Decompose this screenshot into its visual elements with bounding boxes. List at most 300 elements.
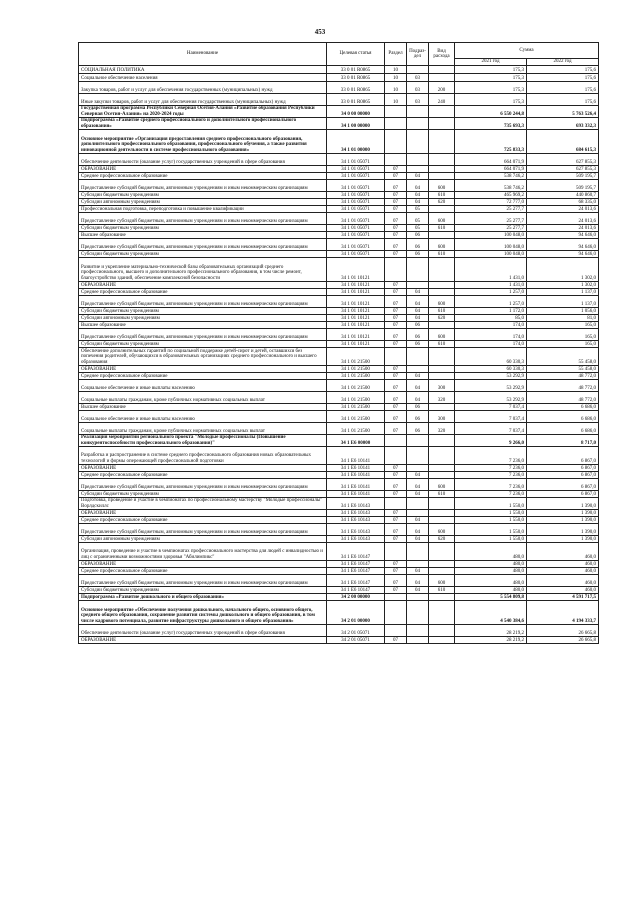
table-body bbox=[79, 66, 599, 644]
row-vid-raskhoda bbox=[429, 625, 455, 637]
row-name: Субсидии бюджетным учреждениям bbox=[79, 192, 327, 199]
row-razdel: 07 bbox=[385, 251, 407, 258]
row-sum-2022: 165,0 bbox=[527, 322, 599, 329]
page-number: 453 bbox=[314, 28, 326, 36]
row-razdel: 07 bbox=[385, 329, 407, 341]
table-row bbox=[79, 82, 599, 94]
row-razdel: 07 bbox=[385, 180, 407, 192]
row-razdel: 07 bbox=[385, 380, 407, 392]
row-razdel: 07 bbox=[385, 587, 407, 594]
row-razdel bbox=[385, 594, 407, 601]
row-sum-2021: 480,0 bbox=[455, 543, 527, 561]
row-podrazdel: 06 bbox=[407, 411, 429, 423]
table-row bbox=[79, 472, 599, 479]
row-sum-2022: 48 772,0 bbox=[527, 380, 599, 392]
table-row bbox=[79, 517, 599, 524]
row-razdel bbox=[385, 106, 407, 118]
table-row bbox=[79, 308, 599, 315]
row-sum-2022: 175,6 bbox=[527, 74, 599, 82]
row-name: ОБРАЗОВАНИЕ bbox=[79, 282, 327, 289]
row-vid-raskhoda: 600 bbox=[429, 239, 455, 251]
row-name: Среднее профессиональное образование bbox=[79, 472, 327, 479]
row-vid-raskhoda bbox=[429, 154, 455, 166]
row-podrazdel: 04 bbox=[407, 315, 429, 322]
row-razdel: 07 bbox=[385, 282, 407, 289]
row-vid-raskhoda bbox=[429, 166, 455, 173]
row-vid-raskhoda bbox=[429, 130, 455, 154]
row-name: ОБРАЗОВАНИЕ bbox=[79, 561, 327, 568]
row-sum-2022: 627 855,3 bbox=[527, 166, 599, 173]
table-row bbox=[79, 322, 599, 329]
row-code: 34 1 E6 10143 bbox=[327, 524, 385, 536]
row-sum-2021: 1 550,0 bbox=[455, 536, 527, 543]
row-razdel: 07 bbox=[385, 465, 407, 472]
row-podrazdel: 04 bbox=[407, 575, 429, 587]
row-code: 34 1 E6 10141 bbox=[327, 491, 385, 498]
row-sum-2021: 175,3 bbox=[455, 66, 527, 74]
row-podrazdel bbox=[407, 510, 429, 517]
row-code: 34 1 E6 10143 bbox=[327, 536, 385, 543]
table-row bbox=[79, 366, 599, 373]
row-razdel: 07 bbox=[385, 404, 407, 411]
row-vid-raskhoda bbox=[429, 348, 455, 366]
row-podrazdel bbox=[407, 498, 429, 510]
row-vid-raskhoda bbox=[429, 435, 455, 447]
row-name: Организация, проведение и участие в чемпионатах профессионального мастерства для людей с инвалидностью и лиц с ограниченными возможностями здоровья "Абилимпикс" bbox=[79, 543, 327, 561]
row-sum-2021: 480,0 bbox=[455, 587, 527, 594]
row-code: 34 1 E6 10147 bbox=[327, 561, 385, 568]
table-row bbox=[79, 239, 599, 251]
row-code: 34 1 01 05071 bbox=[327, 173, 385, 180]
row-vid-raskhoda bbox=[429, 517, 455, 524]
row-razdel: 07 bbox=[385, 373, 407, 380]
row-razdel: 07 bbox=[385, 213, 407, 225]
row-vid-raskhoda: 200 bbox=[429, 82, 455, 94]
table-row bbox=[79, 435, 599, 447]
row-code: 34 1 01 05071 bbox=[327, 192, 385, 199]
row-name: Предоставление субсидий бюджетным, автономным учреждениям и иным некоммерческим организациям bbox=[79, 479, 327, 491]
row-name: Предоставление субсидий бюджетным, автономным учреждениям и иным некоммерческим организациям bbox=[79, 213, 327, 225]
row-code: 34 1 E6 00000 bbox=[327, 435, 385, 447]
header-name: Наименование bbox=[79, 43, 327, 66]
row-sum-2021: 25 277,7 bbox=[455, 213, 527, 225]
table-row bbox=[79, 601, 599, 625]
row-name: Подпрограмма «Развитие среднего профессионального и дополнительного профессионального образования» bbox=[79, 118, 327, 130]
table-row bbox=[79, 180, 599, 192]
header-year-2022: 2022 год bbox=[527, 59, 599, 66]
row-vid-raskhoda: 300 bbox=[429, 411, 455, 423]
row-name: Предоставление субсидий бюджетным, автономным учреждениям и иным некоммерческим организациям bbox=[79, 575, 327, 587]
row-vid-raskhoda bbox=[429, 404, 455, 411]
row-vid-raskhoda: 620 bbox=[429, 315, 455, 322]
row-code: 34 1 01 21500 bbox=[327, 423, 385, 435]
row-sum-2022: 1 390,0 bbox=[527, 517, 599, 524]
row-podrazdel: 05 bbox=[407, 213, 429, 225]
row-razdel: 07 bbox=[385, 392, 407, 404]
row-sum-2022: 48 772,0 bbox=[527, 392, 599, 404]
row-sum-2021: 53 292,9 bbox=[455, 392, 527, 404]
table-row bbox=[79, 106, 599, 118]
row-podrazdel: 03 bbox=[407, 94, 429, 106]
row-vid-raskhoda bbox=[429, 106, 455, 118]
budget-table bbox=[78, 42, 599, 644]
row-name: ОБРАЗОВАНИЕ bbox=[79, 510, 327, 517]
row-sum-2021: 100 048,0 bbox=[455, 251, 527, 258]
row-sum-2021: 72 777,0 bbox=[455, 199, 527, 206]
row-razdel: 10 bbox=[385, 94, 407, 106]
row-sum-2022: 1 390,0 bbox=[527, 510, 599, 517]
row-code: 34 1 01 21500 bbox=[327, 404, 385, 411]
row-sum-2021: 538 746,2 bbox=[455, 180, 527, 192]
row-podrazdel: 04 bbox=[407, 308, 429, 315]
row-sum-2021: 664 071,9 bbox=[455, 154, 527, 166]
row-podrazdel: 04 bbox=[407, 392, 429, 404]
row-razdel: 07 bbox=[385, 637, 407, 644]
row-sum-2022: 1 390,0 bbox=[527, 536, 599, 543]
table-row bbox=[79, 479, 599, 491]
table-row bbox=[79, 296, 599, 308]
row-podrazdel bbox=[407, 258, 429, 282]
row-razdel: 07 bbox=[385, 510, 407, 517]
row-sum-2022: 175,6 bbox=[527, 66, 599, 74]
row-name: Предоставление субсидий бюджетным, автономным учреждениям и иным некоммерческим организациям bbox=[79, 239, 327, 251]
row-sum-2021: 1 550,0 bbox=[455, 517, 527, 524]
row-name: Предоставление субсидий бюджетным, автономным учреждениям и иным некоммерческим организациям bbox=[79, 296, 327, 308]
row-sum-2022: 1 137,0 bbox=[527, 296, 599, 308]
row-razdel: 07 bbox=[385, 173, 407, 180]
row-name: Развитие и укрепление материально-технической базы образовательных организаций среднего профессионального, высшего и дополнительного профессионального образования, в том числе ремонт, благоустройство зданий, обеспечение комплексной безопасности bbox=[79, 258, 327, 282]
table-row bbox=[79, 637, 599, 644]
row-podrazdel: 04 bbox=[407, 568, 429, 575]
row-vid-raskhoda bbox=[429, 173, 455, 180]
table-row bbox=[79, 173, 599, 180]
row-razdel bbox=[385, 601, 407, 625]
row-sum-2021: 28 219,2 bbox=[455, 637, 527, 644]
row-code: 34 1 01 00000 bbox=[327, 130, 385, 154]
row-code: 34 1 E6 10143 bbox=[327, 517, 385, 524]
row-code: 34 1 01 10121 bbox=[327, 308, 385, 315]
row-code: 34 0 00 00000 bbox=[327, 106, 385, 118]
row-name: Среднее профессиональное образование bbox=[79, 568, 327, 575]
row-podrazdel: 04 bbox=[407, 536, 429, 543]
row-code: 34 1 E6 10143 bbox=[327, 498, 385, 510]
row-sum-2021: 100 048,0 bbox=[455, 232, 527, 239]
header-razdel: Раздел bbox=[385, 43, 407, 66]
row-name: Субсидии бюджетным учреждениям bbox=[79, 308, 327, 315]
row-podrazdel: 04 bbox=[407, 173, 429, 180]
row-razdel: 07 bbox=[385, 289, 407, 296]
row-code: 34 1 01 21500 bbox=[327, 392, 385, 404]
row-vid-raskhoda bbox=[429, 206, 455, 213]
row-razdel bbox=[385, 154, 407, 166]
row-vid-raskhoda bbox=[429, 282, 455, 289]
row-sum-2022: 693 332,3 bbox=[527, 118, 599, 130]
row-sum-2021: 53 292,9 bbox=[455, 373, 527, 380]
row-sum-2022: 4 194 333,7 bbox=[527, 601, 599, 625]
row-name: Обеспечение деятельности (оказание услуг) государственных учреждений в сфере образования bbox=[79, 154, 327, 166]
table-row bbox=[79, 561, 599, 568]
row-name: Обеспечение дополнительных гарантий по социальной поддержке детей-сирот и детей, оставшихся без попечения родителей, обучающихся в образовательных организациях среднего профессионального и высшего образования bbox=[79, 348, 327, 366]
row-vid-raskhoda bbox=[429, 543, 455, 561]
row-razdel bbox=[385, 258, 407, 282]
row-podrazdel: 06 bbox=[407, 404, 429, 411]
row-sum-2022: 6 686,0 bbox=[527, 423, 599, 435]
row-code: 34 1 E6 10141 bbox=[327, 479, 385, 491]
row-vid-raskhoda: 610 bbox=[429, 192, 455, 199]
row-vid-raskhoda bbox=[429, 472, 455, 479]
row-podrazdel: 06 bbox=[407, 251, 429, 258]
header-year-2021: 2021 год bbox=[455, 59, 527, 66]
row-code: 34 1 E6 10141 bbox=[327, 472, 385, 479]
row-razdel: 07 bbox=[385, 472, 407, 479]
row-code: 34 2 01 05071 bbox=[327, 637, 385, 644]
row-podrazdel: 06 bbox=[407, 423, 429, 435]
row-podrazdel: 03 bbox=[407, 82, 429, 94]
row-name: Закупка товаров, работ и услуг для обеспечения государственных (муниципальных) нужд bbox=[79, 82, 327, 94]
row-sum-2022: 55 458,0 bbox=[527, 348, 599, 366]
row-sum-2022: 460,0 bbox=[527, 561, 599, 568]
row-vid-raskhoda bbox=[429, 118, 455, 130]
row-vid-raskhoda: 600 bbox=[429, 180, 455, 192]
row-sum-2021: 53 292,9 bbox=[455, 380, 527, 392]
row-vid-raskhoda bbox=[429, 447, 455, 465]
row-code: 34 1 01 05071 bbox=[327, 154, 385, 166]
row-razdel: 07 bbox=[385, 322, 407, 329]
row-sum-2022: 1 302,0 bbox=[527, 282, 599, 289]
table-row bbox=[79, 465, 599, 472]
row-vid-raskhoda: 610 bbox=[429, 491, 455, 498]
table-row bbox=[79, 166, 599, 173]
row-name: Высшее образование bbox=[79, 232, 327, 239]
row-vid-raskhoda: 610 bbox=[429, 587, 455, 594]
row-name: Подпрограмма «Развитие дошкольного и общего образования» bbox=[79, 594, 327, 601]
row-sum-2021: 175,3 bbox=[455, 82, 527, 94]
row-vid-raskhoda: 610 bbox=[429, 251, 455, 258]
table-row bbox=[79, 289, 599, 296]
row-name: Субсидии бюджетным учреждениям bbox=[79, 251, 327, 258]
row-vid-raskhoda: 600 bbox=[429, 575, 455, 587]
row-vid-raskhoda: 610 bbox=[429, 308, 455, 315]
row-razdel: 07 bbox=[385, 517, 407, 524]
row-code: 34 1 01 05071 bbox=[327, 199, 385, 206]
row-razdel: 07 bbox=[385, 491, 407, 498]
row-sum-2022: 24 013,6 bbox=[527, 213, 599, 225]
row-sum-2022: 165,0 bbox=[527, 329, 599, 341]
row-sum-2021: 1 172,0 bbox=[455, 308, 527, 315]
row-razdel: 07 bbox=[385, 366, 407, 373]
row-code: 34 1 01 10121 bbox=[327, 315, 385, 322]
row-vid-raskhoda: 600 bbox=[429, 213, 455, 225]
row-podrazdel: 04 bbox=[407, 296, 429, 308]
row-vid-raskhoda: 620 bbox=[429, 536, 455, 543]
row-podrazdel: 06 bbox=[407, 322, 429, 329]
table-row bbox=[79, 491, 599, 498]
row-code: 34 1 E6 10147 bbox=[327, 543, 385, 561]
table-row bbox=[79, 510, 599, 517]
row-razdel bbox=[385, 435, 407, 447]
row-name: СОЦИАЛЬНАЯ ПОЛИТИКА bbox=[79, 66, 327, 74]
row-name: Разработка и распространение в системе среднего профессионального образования новых образовательных технологий и формы опережающей профессиональной подготовки bbox=[79, 447, 327, 465]
row-sum-2021: 25 277,7 bbox=[455, 206, 527, 213]
row-sum-2021: 7 236,0 bbox=[455, 491, 527, 498]
row-code: 34 1 01 05071 bbox=[327, 239, 385, 251]
row-sum-2021: 174,0 bbox=[455, 329, 527, 341]
row-code: 34 1 01 05071 bbox=[327, 166, 385, 173]
row-podrazdel bbox=[407, 435, 429, 447]
row-vid-raskhoda: 300 bbox=[429, 380, 455, 392]
row-vid-raskhoda: 600 bbox=[429, 479, 455, 491]
row-sum-2022: 627 855,3 bbox=[527, 154, 599, 166]
row-vid-raskhoda bbox=[429, 594, 455, 601]
row-name: Высшее образование bbox=[79, 322, 327, 329]
row-podrazdel bbox=[407, 543, 429, 561]
row-podrazdel: 06 bbox=[407, 341, 429, 348]
row-code: 34 1 01 21500 bbox=[327, 373, 385, 380]
row-vid-raskhoda bbox=[429, 289, 455, 296]
row-razdel: 07 bbox=[385, 575, 407, 587]
row-sum-2022: 6 867,0 bbox=[527, 465, 599, 472]
row-razdel: 07 bbox=[385, 524, 407, 536]
row-sum-2022: 94 646,0 bbox=[527, 239, 599, 251]
row-name: Социальное обеспечение и иные выплаты населению bbox=[79, 411, 327, 423]
row-podrazdel bbox=[407, 66, 429, 74]
row-sum-2022: 6 867,0 bbox=[527, 491, 599, 498]
row-name: Основное мероприятие «Организация предоставления среднего профессионального образования, дополнительного профессионального образования, профессионального обучения, а также развития инновационной деятельности в системе профессионального образования» bbox=[79, 130, 327, 154]
table-row bbox=[79, 258, 599, 282]
row-vid-raskhoda bbox=[429, 498, 455, 510]
row-razdel: 10 bbox=[385, 66, 407, 74]
row-sum-2022: 440 860,7 bbox=[527, 192, 599, 199]
row-sum-2022: 94 646,0 bbox=[527, 232, 599, 239]
row-vid-raskhoda: 320 bbox=[429, 392, 455, 404]
row-razdel: 07 bbox=[385, 536, 407, 543]
row-sum-2022: 68 335,0 bbox=[527, 199, 599, 206]
row-sum-2022: 55 458,0 bbox=[527, 366, 599, 373]
table-row bbox=[79, 536, 599, 543]
row-code: 34 1 01 05071 bbox=[327, 251, 385, 258]
row-sum-2022: 165,0 bbox=[527, 341, 599, 348]
table-row bbox=[79, 329, 599, 341]
row-code: 34 1 E6 10143 bbox=[327, 510, 385, 517]
row-sum-2022: 6 686,0 bbox=[527, 411, 599, 423]
row-razdel: 07 bbox=[385, 308, 407, 315]
row-name: Среднее профессиональное образование bbox=[79, 289, 327, 296]
row-code: 33 0 01 R0865 bbox=[327, 66, 385, 74]
row-sum-2021: 175,3 bbox=[455, 74, 527, 82]
row-podrazdel bbox=[407, 118, 429, 130]
row-vid-raskhoda bbox=[429, 568, 455, 575]
row-podrazdel: 04 bbox=[407, 199, 429, 206]
row-name: ОБРАЗОВАНИЕ bbox=[79, 166, 327, 173]
row-sum-2021: 1 257,0 bbox=[455, 296, 527, 308]
row-sum-2022: 26 665,8 bbox=[527, 637, 599, 644]
row-sum-2021: 7 236,0 bbox=[455, 472, 527, 479]
row-code: 34 1 E6 10141 bbox=[327, 447, 385, 465]
row-vid-raskhoda: 610 bbox=[429, 341, 455, 348]
table-row bbox=[79, 251, 599, 258]
row-sum-2022: 4 591 717,5 bbox=[527, 594, 599, 601]
row-podrazdel: 04 bbox=[407, 472, 429, 479]
table-row bbox=[79, 380, 599, 392]
row-sum-2021: 1 257,0 bbox=[455, 289, 527, 296]
row-podrazdel bbox=[407, 282, 429, 289]
row-name: Государственная программа Республики Северная Осетия-Алания «Развитие образования Республики Северная Осетия-Алания» на 2020-2024 годы bbox=[79, 106, 327, 118]
header-podrazdel: Подраз-дел bbox=[407, 43, 429, 66]
row-sum-2022: 1 390,0 bbox=[527, 524, 599, 536]
table-row bbox=[79, 587, 599, 594]
table-row bbox=[79, 524, 599, 536]
row-sum-2021: 174,0 bbox=[455, 341, 527, 348]
row-name: Субсидии автономным учреждениям bbox=[79, 199, 327, 206]
row-name: Основное мероприятие «Обеспечение получения дошкольного, начального общего, основного общего, среднего общего образования, сохранение развития системы дошкольного и общего образования, в том числе кадрового потенциала, развитие инфраструктуры дошкольного и общего образования» bbox=[79, 601, 327, 625]
row-sum-2021: 4 540 384,6 bbox=[455, 601, 527, 625]
row-sum-2022: 81,0 bbox=[527, 315, 599, 322]
row-vid-raskhoda bbox=[429, 561, 455, 568]
row-vid-raskhoda: 620 bbox=[429, 199, 455, 206]
row-podrazdel bbox=[407, 348, 429, 366]
row-code: 34 1 01 05071 bbox=[327, 213, 385, 225]
row-razdel: 10 bbox=[385, 74, 407, 82]
table-row bbox=[79, 213, 599, 225]
row-name: Субсидии бюджетным учреждениям bbox=[79, 587, 327, 594]
table-row bbox=[79, 206, 599, 213]
table-row bbox=[79, 66, 599, 74]
row-razdel: 07 bbox=[385, 561, 407, 568]
row-code: 34 1 01 10121 bbox=[327, 282, 385, 289]
row-sum-2022: 6 867,0 bbox=[527, 447, 599, 465]
row-sum-2021: 28 219,2 bbox=[455, 625, 527, 637]
row-sum-2022: 684 615,3 bbox=[527, 130, 599, 154]
row-code: 34 1 01 10121 bbox=[327, 322, 385, 329]
row-podrazdel: 06 bbox=[407, 232, 429, 239]
row-razdel: 07 bbox=[385, 568, 407, 575]
row-sum-2022: 175,6 bbox=[527, 82, 599, 94]
row-podrazdel: 04 bbox=[407, 517, 429, 524]
header-summa: Сумма bbox=[455, 43, 599, 59]
table-row bbox=[79, 594, 599, 601]
table-row bbox=[79, 315, 599, 322]
row-sum-2021: 7 236,0 bbox=[455, 479, 527, 491]
row-podrazdel bbox=[407, 130, 429, 154]
row-razdel bbox=[385, 447, 407, 465]
row-sum-2022: 460,0 bbox=[527, 543, 599, 561]
row-vid-raskhoda bbox=[429, 366, 455, 373]
row-name: Предоставление субсидий бюджетным, автономным учреждениям и иным некоммерческим организациям bbox=[79, 329, 327, 341]
row-podrazdel bbox=[407, 561, 429, 568]
row-vid-raskhoda: 600 bbox=[429, 296, 455, 308]
row-sum-2022: 6 867,0 bbox=[527, 479, 599, 491]
row-vid-raskhoda bbox=[429, 637, 455, 644]
row-code: 33 0 01 R0865 bbox=[327, 94, 385, 106]
row-vid-raskhoda: 320 bbox=[429, 423, 455, 435]
row-podrazdel: 04 bbox=[407, 289, 429, 296]
row-code: 34 1 01 10121 bbox=[327, 289, 385, 296]
row-name: Субсидии бюджетным учреждениям bbox=[79, 491, 327, 498]
row-name: Предоставление субсидий бюджетным, автономным учреждениям и иным некоммерческим организациям bbox=[79, 524, 327, 536]
row-code: 34 1 01 05071 bbox=[327, 232, 385, 239]
row-code: 34 1 E6 10141 bbox=[327, 465, 385, 472]
row-sum-2021: 735 693,3 bbox=[455, 118, 527, 130]
row-razdel: 07 bbox=[385, 315, 407, 322]
row-name: Субсидии автономным учреждениям bbox=[79, 536, 327, 543]
row-razdel bbox=[385, 543, 407, 561]
row-sum-2021: 465 969,2 bbox=[455, 192, 527, 199]
row-sum-2021: 480,0 bbox=[455, 561, 527, 568]
row-podrazdel bbox=[407, 154, 429, 166]
row-podrazdel bbox=[407, 465, 429, 472]
row-razdel: 10 bbox=[385, 82, 407, 94]
table-row bbox=[79, 498, 599, 510]
